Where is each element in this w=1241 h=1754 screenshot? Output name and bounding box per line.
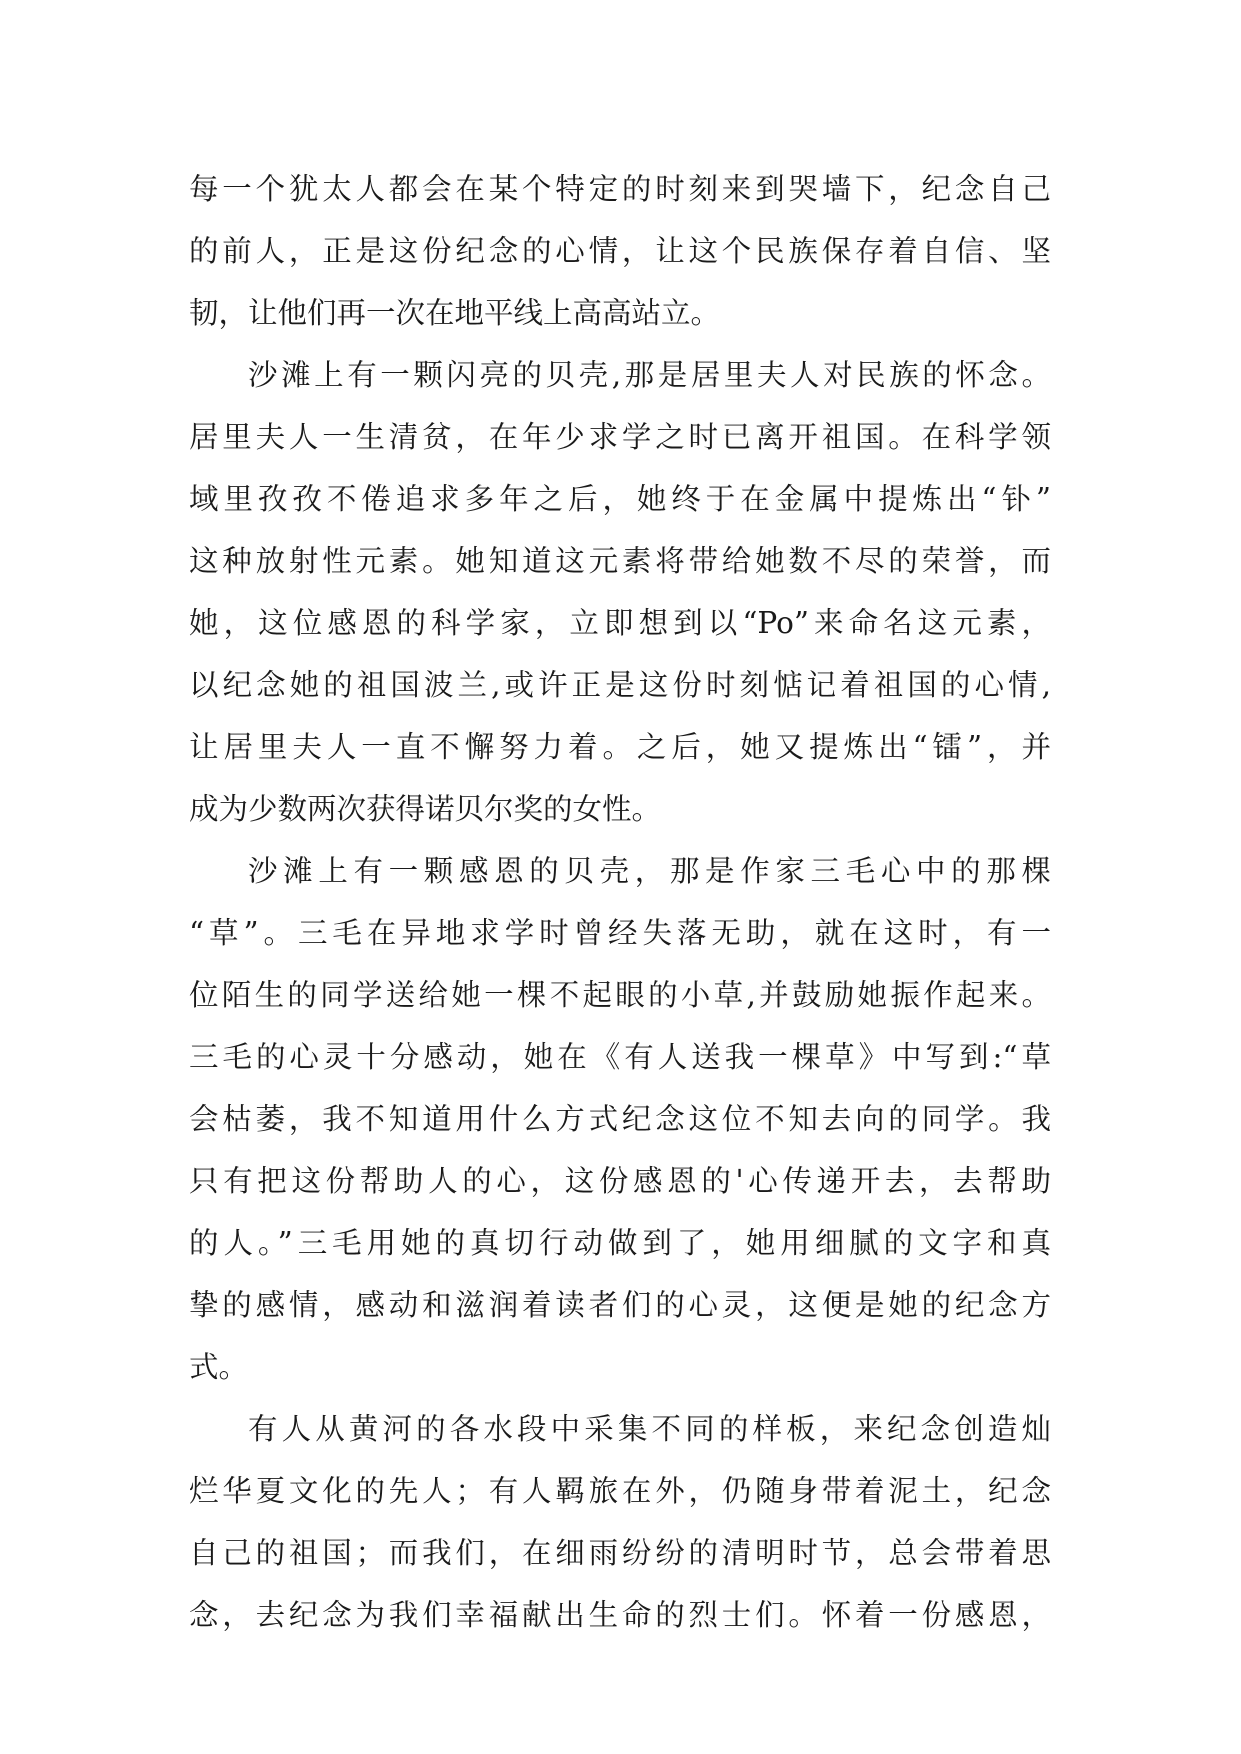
text-line: 域里孜孜不倦追求多年之后，她终于在金属中提炼出“钋” bbox=[189, 482, 1051, 516]
text-line: 沙滩上有一颗闪亮的贝壳,那是居里夫人对民族的怀念。 bbox=[248, 358, 1051, 392]
text-line: 挚的感情，感动和滋润着读者们的心灵，这便是她的纪念方 bbox=[189, 1288, 1051, 1322]
text-line: 沙滩上有一颗感恩的贝壳，那是作家三毛心中的那棵 bbox=[248, 854, 1051, 888]
text-line: 的人。”三毛用她的真切行动做到了，她用细腻的文字和真 bbox=[189, 1226, 1051, 1260]
document-body bbox=[189, 158, 1051, 1646]
text-line: 念，去纪念为我们幸福献出生命的烈士们。怀着一份感恩， bbox=[189, 1598, 1051, 1632]
text-line: 居里夫人一生清贫，在年少求学之时已离开祖国。在科学领 bbox=[189, 420, 1051, 454]
text-line: 位陌生的同学送给她一棵不起眼的小草,并鼓励她振作起来。 bbox=[189, 978, 1051, 1012]
text-line: 式。 bbox=[189, 1350, 249, 1384]
text-line: 三毛的心灵十分感动，她在《有人送我一棵草》中写到:“草 bbox=[189, 1040, 1051, 1074]
paragraph-4 bbox=[189, 1398, 1051, 1646]
text-line: 只有把这份帮助人的心，这份感恩的'心传递开去，去帮助 bbox=[189, 1164, 1051, 1198]
text-line: 有人从黄河的各水段中采集不同的样板，来纪念创造灿 bbox=[248, 1412, 1051, 1446]
text-line: “草”。三毛在异地求学时曾经失落无助，就在这时，有一 bbox=[189, 916, 1051, 950]
paragraph-2 bbox=[189, 344, 1051, 840]
text-line: 的前人，正是这份纪念的心情，让这个民族保存着自信、坚 bbox=[189, 234, 1051, 268]
text-line: 成为少数两次获得诺贝尔奖的女性。 bbox=[189, 792, 662, 826]
text-line: 会枯萎，我不知道用什么方式纪念这位不知去向的同学。我 bbox=[189, 1102, 1051, 1136]
text-line: 她，这位感恩的科学家，立即想到以“Po”来命名这元素， bbox=[189, 606, 1051, 640]
paragraph-1 bbox=[189, 158, 1051, 344]
text-line: 韧，让他们再一次在地平线上高高站立。 bbox=[189, 296, 721, 330]
paragraph-3 bbox=[189, 840, 1051, 1398]
text-line: 烂华夏文化的先人；有人羁旅在外，仍随身带着泥土，纪念 bbox=[189, 1474, 1051, 1508]
text-line: 让居里夫人一直不懈努力着。之后，她又提炼出“镭”，并 bbox=[189, 730, 1051, 764]
text-line: 每一个犹太人都会在某个特定的时刻来到哭墙下，纪念自己 bbox=[189, 172, 1051, 206]
text-line: 以纪念她的祖国波兰,或许正是这份时刻惦记着祖国的心情, bbox=[189, 668, 1051, 702]
text-line: 这种放射性元素。她知道这元素将带给她数不尽的荣誉，而 bbox=[189, 544, 1051, 578]
text-line: 自己的祖国；而我们，在细雨纷纷的清明时节，总会带着思 bbox=[189, 1536, 1051, 1570]
